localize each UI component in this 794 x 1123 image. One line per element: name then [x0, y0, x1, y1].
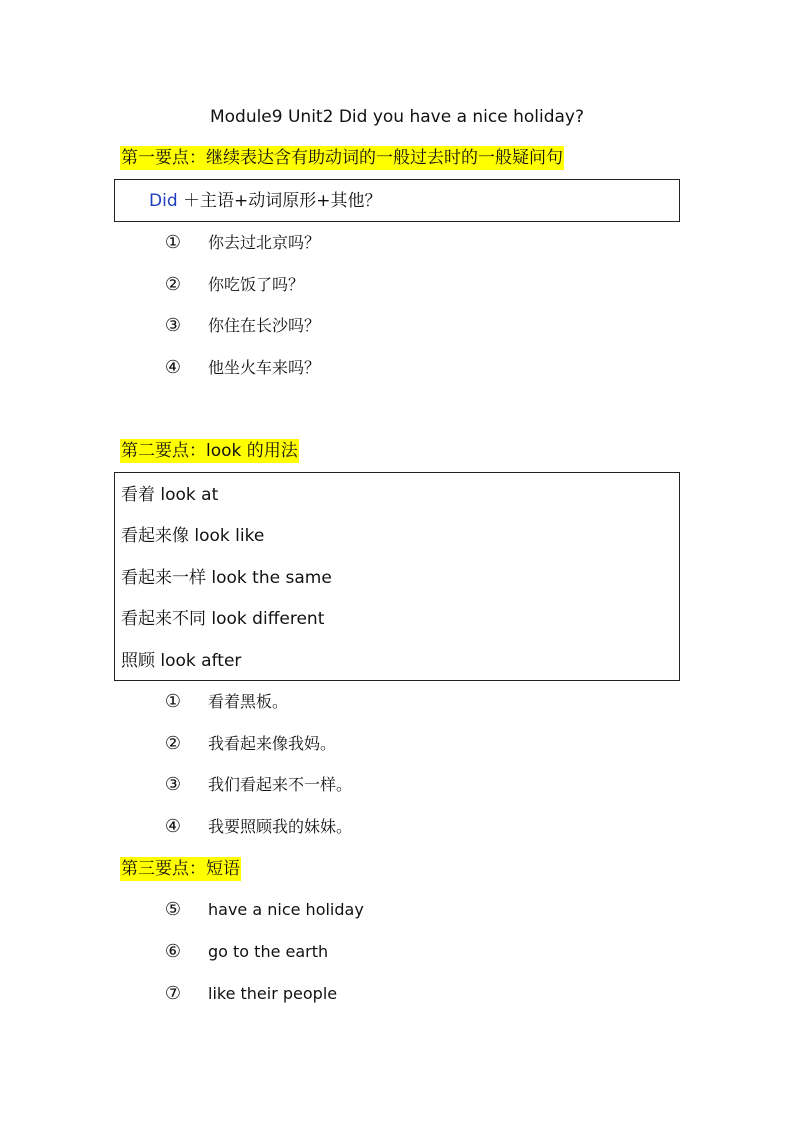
item-text: 我们看起来不一样。 — [208, 775, 353, 794]
item-text: 你吃饭了吗？ — [208, 275, 305, 294]
item-number: ② — [164, 274, 182, 295]
section3-heading: 第三要点：短语 — [121, 859, 240, 879]
item-number: ① — [164, 232, 182, 253]
item-number: ④ — [164, 357, 182, 378]
item-text: 看着黑板。 — [208, 692, 289, 711]
usage-row: 看起来不同 look different — [121, 609, 325, 629]
item-text: 你去过北京吗？ — [208, 233, 321, 252]
formula-rest: ＋主语+动词原形+其他？ — [183, 191, 382, 211]
item-number: ④ — [164, 816, 182, 837]
formula — [149, 190, 382, 212]
page-title: Module9 Unit2 Did you have a nice holiday? — [209, 107, 585, 127]
item-text: 我看起来像我妈。 — [208, 734, 337, 753]
item-number: ③ — [164, 315, 182, 336]
item-number: ⑤ — [164, 899, 182, 920]
usage-row: 照顾 look after — [121, 651, 242, 671]
item-number: ① — [164, 691, 182, 712]
usage-row: 看着 look at — [121, 485, 219, 505]
section2-heading: 第二要点：look 的用法 — [121, 441, 298, 461]
item-text: 他坐火车来吗？ — [208, 358, 321, 377]
section1-heading: 第一要点：继续表达含有助动词的一般过去时的一般疑问句 — [121, 148, 563, 168]
formula-did: Did — [149, 191, 178, 211]
look-usage-box — [114, 472, 680, 681]
item-text: go to the earth — [208, 942, 329, 961]
usage-row: 看起来像 look like — [121, 526, 265, 546]
item-number: ③ — [164, 774, 182, 795]
item-number: ⑥ — [164, 941, 182, 962]
item-text: like their people — [208, 984, 338, 1003]
item-text: 我要照顾我的妹妹。 — [208, 817, 353, 836]
formula-box — [114, 179, 680, 222]
item-number: ⑦ — [164, 983, 182, 1004]
item-text: have a nice holiday — [208, 900, 364, 919]
usage-row: 看起来一样 look the same — [121, 568, 332, 588]
item-number: ② — [164, 733, 182, 754]
item-text: 你住在长沙吗？ — [208, 316, 321, 335]
